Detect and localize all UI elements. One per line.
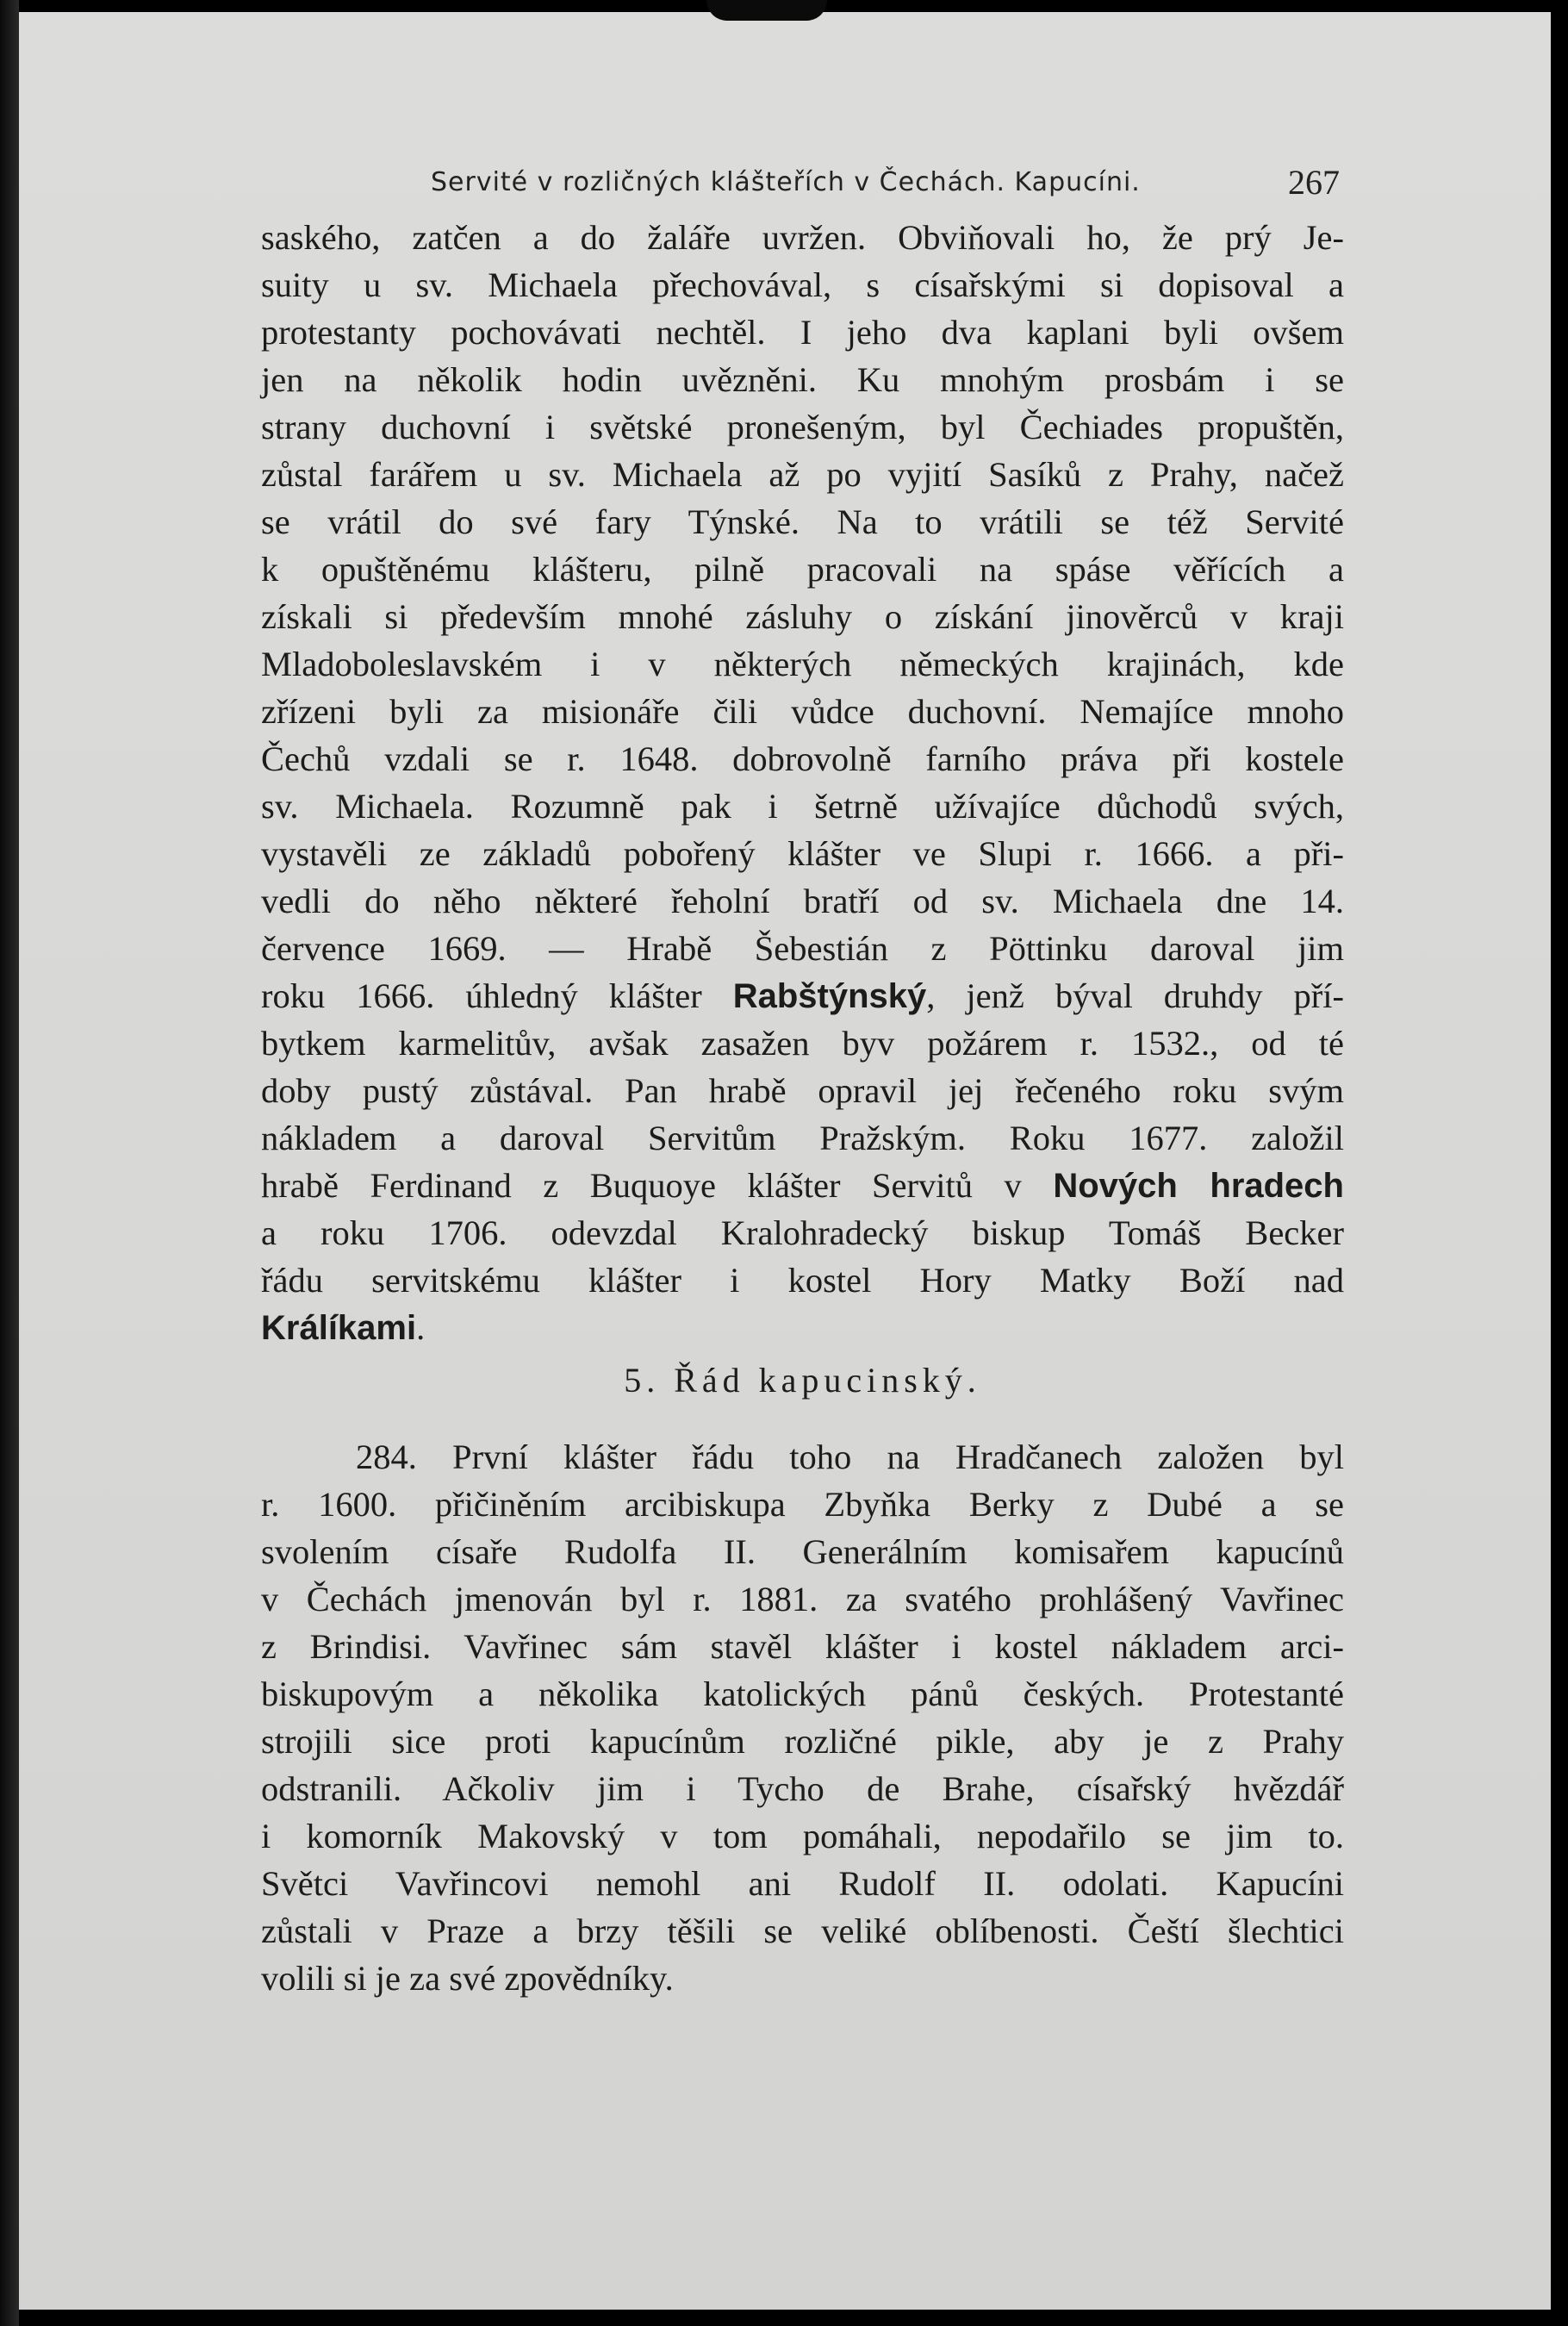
text-line: saského, zatčen a do žaláře uvržen. Obviňovali ho, že prý Je- [261, 218, 1344, 257]
text-line: jen na několik hodin uvězněni. Ku mnohým prosbám i se [261, 360, 1344, 399]
servites-paragraph [261, 214, 1344, 1351]
book-spine-edge [0, 0, 19, 2326]
text-line: i komorník Makovský v tom pomáhali, nepodařilo se jim to. [261, 1817, 1344, 1855]
text-run: . [416, 1308, 426, 1347]
text-line: července 1669. — Hrabě Šebestián z Pöttinku daroval jim [261, 929, 1344, 968]
text-run: hrabě Ferdinand z Buquoye klášter Servitů v [261, 1166, 1054, 1205]
text-line: zůstali v Praze a brzy těšili se veliké oblíbenosti. Čeští šlechtici [261, 1911, 1344, 1950]
text-line: bytkem karmelitův, avšak zasažen byv požárem r. 1532., od té [261, 1024, 1344, 1063]
place-name-rabstyn: Rabštýnský [732, 977, 927, 1015]
section-heading: 5. Řád kapucinský. [624, 1361, 981, 1400]
text-run: , jenž býval druhdy pří- [926, 976, 1344, 1015]
text-line: suity u sv. Michaela přechovával, s císařskými si dopisoval a [261, 265, 1344, 304]
text-run: roku 1666. úhledný klášter [261, 976, 733, 1015]
text-line: protestanty pochovávati nechtěl. I jeho dva kaplani byli ovšem [261, 313, 1344, 352]
text-line: v Čechách jmenován byl r. 1881. za svatého prohlášený Vavřinec [261, 1580, 1344, 1618]
text-line: Mladoboleslavském i v některých německých krajinách, kde [261, 645, 1344, 683]
text-line: odstranili. Ačkoliv jim i Tycho de Brahe, císařský hvězdář [261, 1769, 1344, 1808]
text-line-kraliky [261, 1304, 1344, 1351]
text-line: strany duchovní i světské pronešeným, byl Čechiades propuštěn, [261, 408, 1344, 446]
text-line: doby pustý zůstával. Pan hrabě opravil jej řečeného roku svým [261, 1071, 1344, 1110]
page-number: 267 [1288, 163, 1340, 202]
running-title: Servité v rozličných klášteřích v Čechách. Kapucíni. [431, 167, 1141, 197]
text-line: a roku 1706. odevzdal Kralohradecký biskup Tomáš Becker [261, 1213, 1344, 1252]
running-header [258, 162, 1340, 205]
scanner-clip [706, 0, 827, 21]
place-name-nove-hrady: Nových hradech [1053, 1167, 1344, 1205]
text-line: svolením císaře Rudolfa II. Generálním komisařem kapucínů [261, 1532, 1344, 1571]
text-line: r. 1600. přičiněním arcibiskupa Zbyňka Berky z Dubé a se [261, 1485, 1344, 1524]
text-line: Čechů vzdali se r. 1648. dobrovolně farního práva při kostele [261, 739, 1344, 778]
text-line: strojili sice proti kapucínům rozličné pikle, aby je z Prahy [261, 1722, 1344, 1761]
text-line: 284. První klášter řádu toho na Hradčanech založen byl [356, 1437, 1344, 1476]
text-line: zřízeni byli za misionáře čili vůdce duchovní. Nemajíce mnoho [261, 692, 1344, 731]
text-line: se vrátil do své fary Týnské. Na to vrátili se též Servité [261, 502, 1344, 541]
text-line-rabstyn [261, 972, 1344, 1020]
text-line: Světci Vavřincovi nemohl ani Rudolf II. odolati. Kapucíni [261, 1864, 1344, 1903]
place-name-kraliky: Králíkami [261, 1309, 417, 1347]
text-line: biskupovým a několika katolických pánů českých. Protestanté [261, 1674, 1344, 1713]
text-line: sv. Michaela. Rozumně pak i šetrně užívajíce důchodů svých, [261, 787, 1344, 826]
text-line: vystavěli ze základů pobořený klášter ve Slupi r. 1666. a při- [261, 834, 1344, 873]
text-line-nove-hrady [261, 1162, 1344, 1209]
text-line: nákladem a daroval Servitům Pražským. Roku 1677. založil [261, 1119, 1344, 1157]
text-line: vedli do něho některé řeholní bratří od sv. Michaela dne 14. [261, 882, 1344, 920]
text-line: zůstal farářem u sv. Michaela až po vyjití Sasíků z Prahy, načež [261, 455, 1344, 494]
text-line: volili si je za své zpovědníky. [261, 1959, 674, 1998]
text-line: získali si především mnohé zásluhy o získání jinověrců v kraji [261, 597, 1344, 636]
text-line: k opuštěnému klášteru, pilně pracovali na spáse věřících a [261, 550, 1344, 589]
text-line: řádu servitskému klášter i kostel Hory Matky Boží nad [261, 1261, 1344, 1300]
capuchins-paragraph [261, 1433, 1344, 2002]
text-line: z Brindisi. Vavřinec sám stavěl klášter i kostel nákladem arci- [261, 1627, 1344, 1666]
